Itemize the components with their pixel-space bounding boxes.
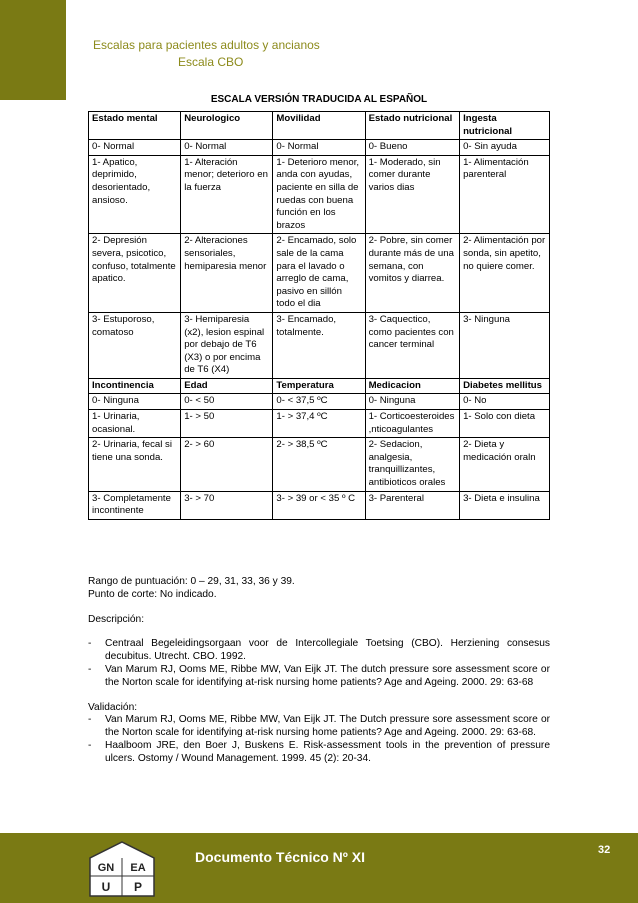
table-cell: 1- Solo con dieta (460, 410, 550, 438)
table-cell: 1- Apatico, deprimido, desorientado, ansioso. (89, 155, 181, 234)
description-references (88, 638, 550, 689)
table-header-cell: Edad (181, 378, 273, 394)
reference-text: Van Marum RJ, Ooms ME, Ribbe MW, Van Eijk JT. The Dutch pressure sore assessment score or the Norton scale for identifying at-risk nursing home patients? Age and Ageing. 2000. 29: 63-68. (105, 714, 550, 739)
table-row (89, 140, 550, 156)
table-row (89, 491, 550, 519)
table-cell: 3- > 70 (181, 491, 273, 519)
logo-text-gn: GN (97, 862, 115, 874)
table-cell: 3- Estuporoso, comatoso (89, 312, 181, 378)
logo-text-ea: EA (130, 862, 146, 874)
table-cell: 3- Dieta e insulina (460, 491, 550, 519)
table-cell: 2- > 60 (181, 438, 273, 491)
table-cell: 2- Urinaria, fecal si tiene una sonda. (89, 438, 181, 491)
table-cell: 2- Encamado, solo sale de la cama para el lavado o arreglo de cama, pasivo en sillón todo el dia (273, 234, 365, 313)
table-cell: 0- Bueno (365, 140, 460, 156)
bullet-dash: - (88, 739, 92, 751)
reference-item (88, 638, 550, 664)
table-header-cell: Estado nutricional (365, 112, 460, 140)
reference-text: Haalboom JRE, den Boer J, Buskens E. Risk-assessment tools in the prevention of pressure ulcers. Ostomy / Wound Management. 1999. 45 (2): 20-34. (105, 739, 550, 764)
table-cell: 0- Sin ayuda (460, 140, 550, 156)
table-cell: 0- Normal (181, 140, 273, 156)
table-header-cell: Estado mental (89, 112, 181, 140)
gneaupp-logo (88, 840, 156, 898)
table-cell: 1- Deterioro menor, anda con ayudas, paciente en silla de ruedas con buena función en los brazos (273, 155, 365, 234)
table-header-cell: Neurologico (181, 112, 273, 140)
table-cell: 3- Ninguna (460, 312, 550, 378)
page-number: 32 (598, 844, 611, 856)
reference-text: Centraal Begeleidingsorgaan voor de Intercollegiale Toetsing (CBO). Herziening consesus decubitus. Utrecht. CBO. 1992. (105, 638, 550, 663)
table-cell: 3- Encamado, totalmente. (273, 312, 365, 378)
score-range: Rango de puntuación: 0 – 29, 31, 33, 36 y 39. (88, 576, 295, 587)
table-header-cell: Diabetes mellitus (460, 378, 550, 394)
table-cell: 1- Moderado, sin comer durante varios dias (365, 155, 460, 234)
header-series-title: Escalas para pacientes adultos y ancianos (93, 38, 320, 52)
table-cell: 2- Pobre, sin comer durante más de una semana, con vomitos y diarrea. (365, 234, 460, 313)
table-cell: 1- Alteración menor; deterioro en la fuerza (181, 155, 273, 234)
reference-text: Van Marum RJ, Ooms ME, Ribbe MW, Van Eijk JT. The dutch pressure sore assessment score or the Norton scale for identifying at-risk nursing home patients? Age and Ageing. 2000. 29: 63-68 (105, 663, 550, 688)
validation-heading: Validación: (88, 701, 138, 713)
table-cell: 0- Ninguna (365, 394, 460, 410)
left-accent-bar (0, 0, 66, 100)
bullet-dash: - (88, 638, 92, 650)
table-cell: 2- Depresión severa, psicotico, confuso, totalmente apatico. (89, 234, 181, 313)
table-header-cell: Temperatura (273, 378, 365, 394)
reference-item (88, 664, 550, 690)
table-cell: 0- Ninguna (89, 394, 181, 410)
table-row (89, 394, 550, 410)
table-cell: 0- Normal (89, 140, 181, 156)
description-heading: Descripción: (88, 613, 145, 625)
table-cell: 2- Alteraciones sensoriales, hemiparesia menor (181, 234, 273, 313)
table-cell: 3- Completamente incontinente (89, 491, 181, 519)
table-cell: 0- < 50 (181, 394, 273, 410)
table-cell: 2- Alimentación por sonda, sin apetito, no quiere comer. (460, 234, 550, 313)
table-row (89, 438, 550, 491)
table-cell: 1- Alimentación parenteral (460, 155, 550, 234)
table-cell: 3- Caquectico, como pacientes con cancer terminal (365, 312, 460, 378)
table-cell: 1- > 50 (181, 410, 273, 438)
table-cell: 1- > 37,4 ºC (273, 410, 365, 438)
table-cell: 0- No (460, 394, 550, 410)
table-cell: 0- < 37,5 ºC (273, 394, 365, 410)
logo-text-u: U (101, 880, 111, 894)
reference-item (88, 740, 550, 766)
table-cell: 0- Normal (273, 140, 365, 156)
table-cell: 2- Sedacion, analgesia, tranquillizantes, antibioticos orales (365, 438, 460, 491)
table-cell: 2- > 38,5 ºC (273, 438, 365, 491)
table-header-cell: Ingesta nutricional (460, 112, 550, 140)
logo-text-p: P (133, 880, 143, 894)
header-scale-name: Escala CBO (178, 55, 244, 69)
table-cell: 3- > 39 or < 35 º C (273, 491, 365, 519)
table-cell: 1- Urinaria, ocasional. (89, 410, 181, 438)
table-header-cell: Incontinencia (89, 378, 181, 394)
scale-table (88, 111, 550, 520)
table-header-cell: Medicacion (365, 378, 460, 394)
table-cell: 3- Hemiparesia (x2), lesion espinal por debajo de T6 (X3) o por encima de T6 (X4) (181, 312, 273, 378)
table-cell: 3- Parenteral (365, 491, 460, 519)
table-header-row (89, 112, 550, 140)
validation-references (88, 714, 550, 765)
table-title: ESCALA VERSIÓN TRADUCIDA AL ESPAÑOL (210, 94, 428, 105)
table-row (89, 312, 550, 378)
table-row (89, 155, 550, 234)
table-header-row (89, 378, 550, 394)
bullet-dash: - (88, 714, 92, 726)
table-row (89, 410, 550, 438)
notes-section (88, 576, 550, 766)
cutoff-point: Punto de corte: No indicado. (88, 588, 217, 600)
table-header-cell: Movilidad (273, 112, 365, 140)
table-cell: 2- Dieta y medicación oraln (460, 438, 550, 491)
bullet-dash: - (88, 663, 92, 675)
table-row (89, 234, 550, 313)
reference-item (88, 714, 550, 740)
footer-document-title: Documento Técnico Nº XI (195, 849, 366, 865)
table-cell: 1- Corticoesteroides ,nticoagulantes (365, 410, 460, 438)
